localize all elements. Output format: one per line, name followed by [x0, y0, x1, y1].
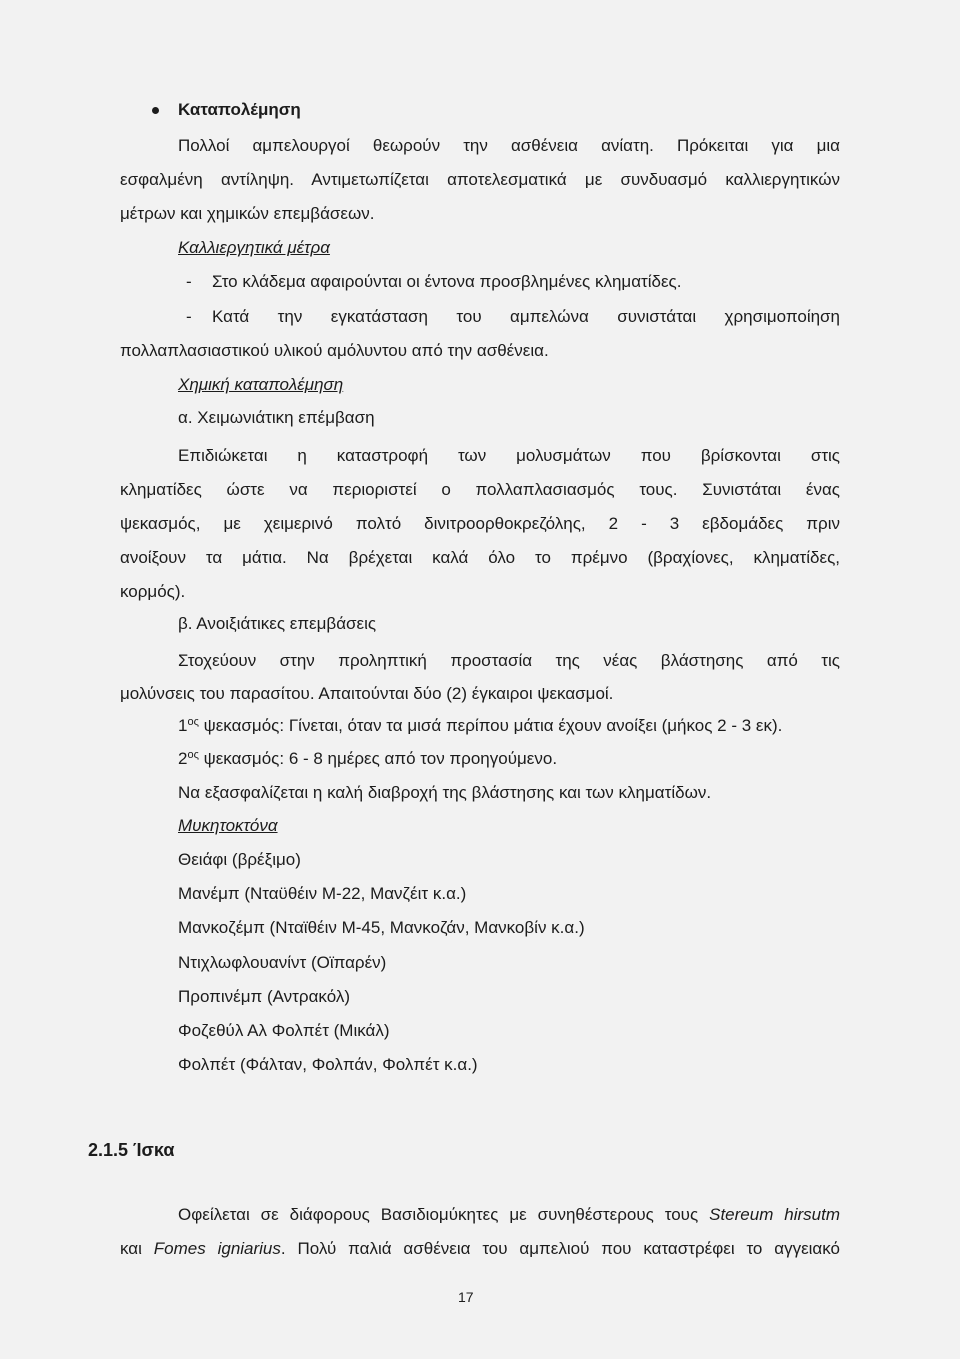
iska-line-2-text: και [120, 1239, 154, 1258]
chemical-control-heading: Χημική καταπολέμηση [178, 375, 344, 394]
spray-1-number: 1 [178, 716, 188, 735]
cultural-measures-heading: Καλλιεργητικά μέτρα [178, 238, 330, 257]
winter-line-1: Επιδιώκεται η καταστροφή των μολυσμάτων που βρίσκονται στις [178, 446, 840, 465]
winter-treatment-title: α. Χειμωνιάτικη επέμβαση [178, 408, 375, 427]
species-fomes: Fomes igniarius [153, 1239, 281, 1258]
spray-2-text: ψεκασμός: 6 - 8 ημέρες από τον προηγούμενο. [198, 749, 558, 768]
spray-2-ordinal: ος [187, 749, 199, 761]
fungicide-item: Μανκοζέμπ (Νταϊθέιν Μ-45, Μανκοζάν, Μανκοβίν κ.α.) [178, 918, 585, 937]
cultural-item-2: Κατά την εγκατάσταση του αμπελώνα συνιστάται χρησιμοποίηση [212, 307, 840, 326]
fungicide-item: Θειάφι (βρέξιμο) [178, 850, 301, 869]
spring-treatment-title: β. Ανοιξιάτικες επεμβάσεις [178, 614, 377, 633]
section-heading-iska: 2.1.5 Ίσκα [88, 1140, 175, 1160]
spring-line-2: μολύνσεις του παρασίτου. Απαιτούνται δύο (2) έγκαιροι ψεκασμοί. [120, 684, 614, 703]
iska-line-1 [178, 1205, 840, 1225]
iska-line-1-text: Οφείλεται σε διάφορους Βασιδιομύκητες με συνηθέστερους τους [178, 1205, 710, 1224]
winter-line-4: ανοίξουν τα μάτια. Να βρέχεται καλά όλο το πρέμνο (βραχίονες, κληματίδες, [120, 548, 840, 567]
iska-line-2-rest: . Πολύ παλιά ασθένεια του αμπελιού που καταστρέφει το αγγειακό [280, 1239, 841, 1258]
iska-line-2 [120, 1239, 840, 1259]
fungicides-heading: Μυκητοκτόνα [178, 816, 278, 835]
intro-line-3: μέτρων και χημικών επεμβάσεων. [120, 204, 375, 223]
spray-1-ordinal: ος [187, 716, 199, 728]
spray-2-line [178, 749, 557, 769]
intro-line-2: εσφαλμένη αντίληψη. Αντιμετωπίζεται αποτελεσματικά με συνδυασμό καλλιεργητικών [120, 170, 840, 189]
winter-line-5: κορμός). [120, 582, 186, 601]
fungicide-item: Μανέμπ (Νταϋθέιν Μ-22, Μανζέιτ κ.α.) [178, 884, 467, 903]
cultural-item-1: Στο κλάδεμα αφαιρούνται οι έντονα προσβλημένες κληματίδες. [212, 272, 682, 291]
spray-2-number: 2 [178, 749, 188, 768]
fungicide-item: Ντιχλωφλουανίντ (Οϊπαρέν) [178, 953, 387, 972]
section-title: Καταπολέμηση [178, 100, 301, 119]
fungicide-item: Προπινέμπ (Αντρακόλ) [178, 987, 350, 1006]
dash-1: - [186, 272, 192, 291]
species-stereum: Stereum hirsutm [709, 1205, 841, 1224]
winter-line-3: ψεκασμός, με χειμερινό πολτό δινιτροορθοκρεζόλης, 2 - 3 εβδομάδες πριν [120, 514, 840, 533]
cultural-item-2-continued: πολλαπλασιαστικού υλικού αμόλυντου από την ασθένεια. [120, 341, 549, 360]
spray-1-line [178, 716, 782, 736]
wetting-note: Να εξασφαλίζεται η καλή διαβροχή της βλάστησης και των κληματίδων. [178, 783, 712, 802]
spring-line-1: Στοχεύουν στην προληπτική προστασία της νέας βλάστησης από τις [178, 651, 840, 670]
fungicide-item: Φολπέτ (Φάλταν, Φολπάν, Φολπέτ κ.α.) [178, 1055, 478, 1074]
bullet-dot [152, 107, 159, 114]
winter-line-2: κληματίδες ώστε να περιοριστεί ο πολλαπλασιασμός τους. Συνιστάται ένας [120, 480, 840, 499]
intro-line-1: Πολλοί αμπελουργοί θεωρούν την ασθένεια ανίατη. Πρόκειται για μια [178, 136, 840, 155]
spray-1-text: ψεκασμός: Γίνεται, όταν τα μισά περίπου μάτια έχουν ανοίξει (μήκος 2 - 3 εκ). [198, 716, 783, 735]
fungicide-item: Φοζεθύλ Αλ Φολπέτ (Μικάλ) [178, 1021, 390, 1040]
dash-2: - [186, 307, 192, 326]
page-number: 17 [458, 1289, 474, 1305]
